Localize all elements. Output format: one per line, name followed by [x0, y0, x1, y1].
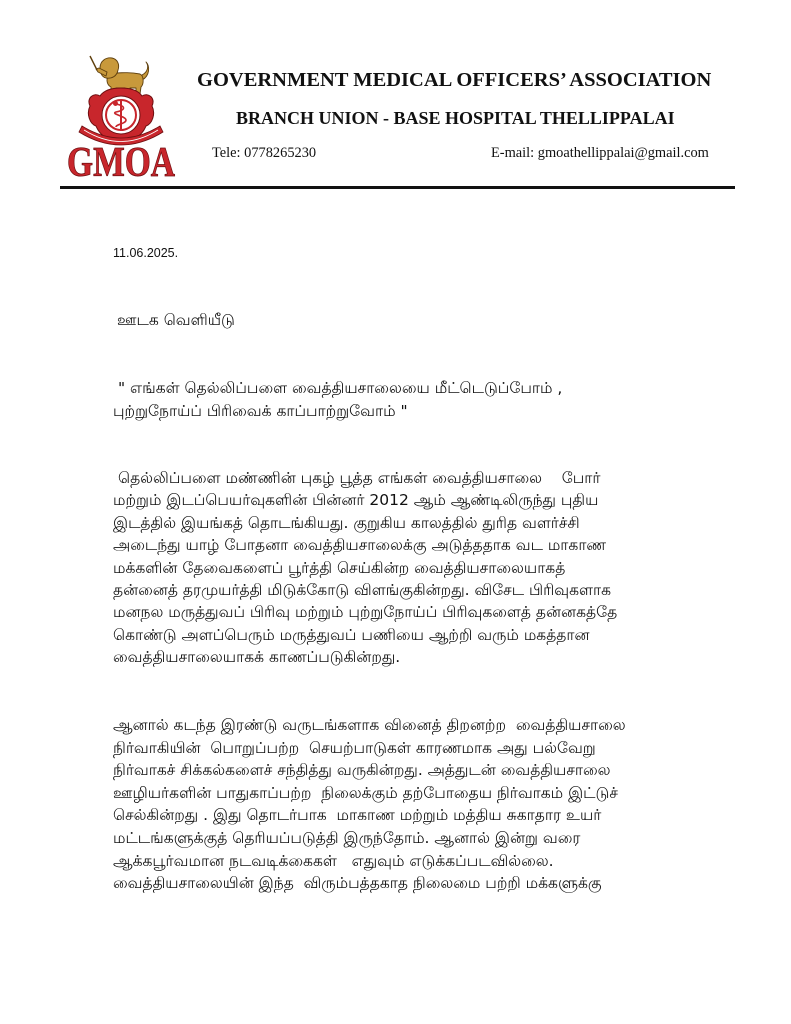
- press-release-heading: ஊடக வெளியீடு: [117, 311, 235, 329]
- quote-line: " எங்கள் தெல்லிப்பளை வைத்தியசாலையை மீட்டெடுப்போம் ,: [118, 379, 563, 397]
- header-divider: [60, 186, 735, 189]
- paragraph-line: நிர்வாகச் சிக்கல்களைச் சந்தித்து வருகின்றது. அத்துடன் வைத்தியசாலை: [113, 761, 611, 780]
- slogan-quote: [113, 377, 753, 423]
- paragraph-line: கொண்டு அளப்பெரும் மருத்துவப் பணியை ஆற்றி வரும் மகத்தான: [113, 625, 590, 644]
- paragraph-line: செல்கின்றது . இது தொடர்பாக மாகாண மற்றும் மத்திய சுகாதார உயர்: [113, 806, 602, 825]
- paragraph-line: மட்டங்களுக்குத் தெரியப்படுத்தி இருந்தோம். ஆனால் இன்று வரை: [113, 828, 581, 847]
- paragraph-line: ஆனால் கடந்த இரண்டு வருடங்களாக வினைத் திறனற்ற வைத்தியசாலை: [113, 716, 626, 734]
- paragraph-line: நிர்வாகியின் பொறுப்பற்ற செயற்பாடுகள் காரணமாக அது பல்வேறு: [113, 738, 596, 757]
- paragraph-line: ஊழியர்களின் பாதுகாப்பற்ற நிலைக்கும் தற்போதைய நிர்வாகம் இட்டுச்: [113, 783, 618, 802]
- paragraph-line: மனநல மருத்துவப் பிரிவு மற்றும் புற்றுநோய்ப் பிரிவுகளைத் தன்னகத்தே: [113, 603, 618, 622]
- paragraph-line: வைத்தியசாலையின் இந்த விரும்பத்தகாத நிலைமை பற்றி மக்களுக்கு: [113, 874, 602, 893]
- paragraph-line: மற்றும் இடப்பெயர்வுகளின் பின்னர் 2012 ஆம் ஆண்டிலிருந்து புதிய: [113, 491, 599, 510]
- paragraph-line: ஆக்கபூர்வமான நடவடிக்கைகள் எதுவும் எடுக்கப்படவில்லை.: [113, 851, 554, 870]
- sword-icon: [90, 56, 97, 70]
- paragraph-1: [113, 467, 753, 669]
- paragraph-line: தன்னைத் தரமுயர்த்தி மிடுக்கோடு விளங்குகின்றது. விசேட பிரிவுகளாக: [113, 580, 612, 599]
- paragraph-line: மக்களின் தேவைகளைப் பூர்த்தி செய்கின்ற வைத்தியசாலையாகத்: [113, 558, 566, 577]
- telephone-number: Tele: 0778265230: [212, 145, 317, 161]
- quote-line: புற்றுநோய்ப் பிரிவைக் காப்பாற்றுவோம் ": [113, 402, 408, 420]
- gmoa-logo: [60, 54, 182, 186]
- letter-date: 11.06.2025.: [113, 246, 179, 260]
- gmoa-logo-text: GMOA: [67, 140, 176, 186]
- branch-subtitle: BRANCH UNION - BASE HOSPITAL THELLIPPALAI: [236, 108, 675, 128]
- paragraph-line: அடைந்து யாழ் போதனா வைத்தியசாலைக்கு அடுத்ததாக வட மாகாண: [113, 536, 607, 555]
- email-address: E-mail: gmoathellippalai@gmail.com: [491, 145, 709, 161]
- paragraph-line: வைத்தியசாலையாகக் காணப்படுகின்றது.: [113, 648, 401, 667]
- paragraph-line: தெல்லிப்பளை மண்ணின் புகழ் பூத்த எங்கள் வைத்தியசாலை போர்: [118, 469, 601, 487]
- association-title: GOVERNMENT MEDICAL OFFICERS’ ASSOCIATION: [197, 69, 712, 91]
- paragraph-line: இடத்தில் இயங்கத் தொடங்கியது. குறுகிய காலத்தில் துரித வளர்ச்சி: [113, 513, 580, 532]
- paragraph-2: [113, 714, 753, 895]
